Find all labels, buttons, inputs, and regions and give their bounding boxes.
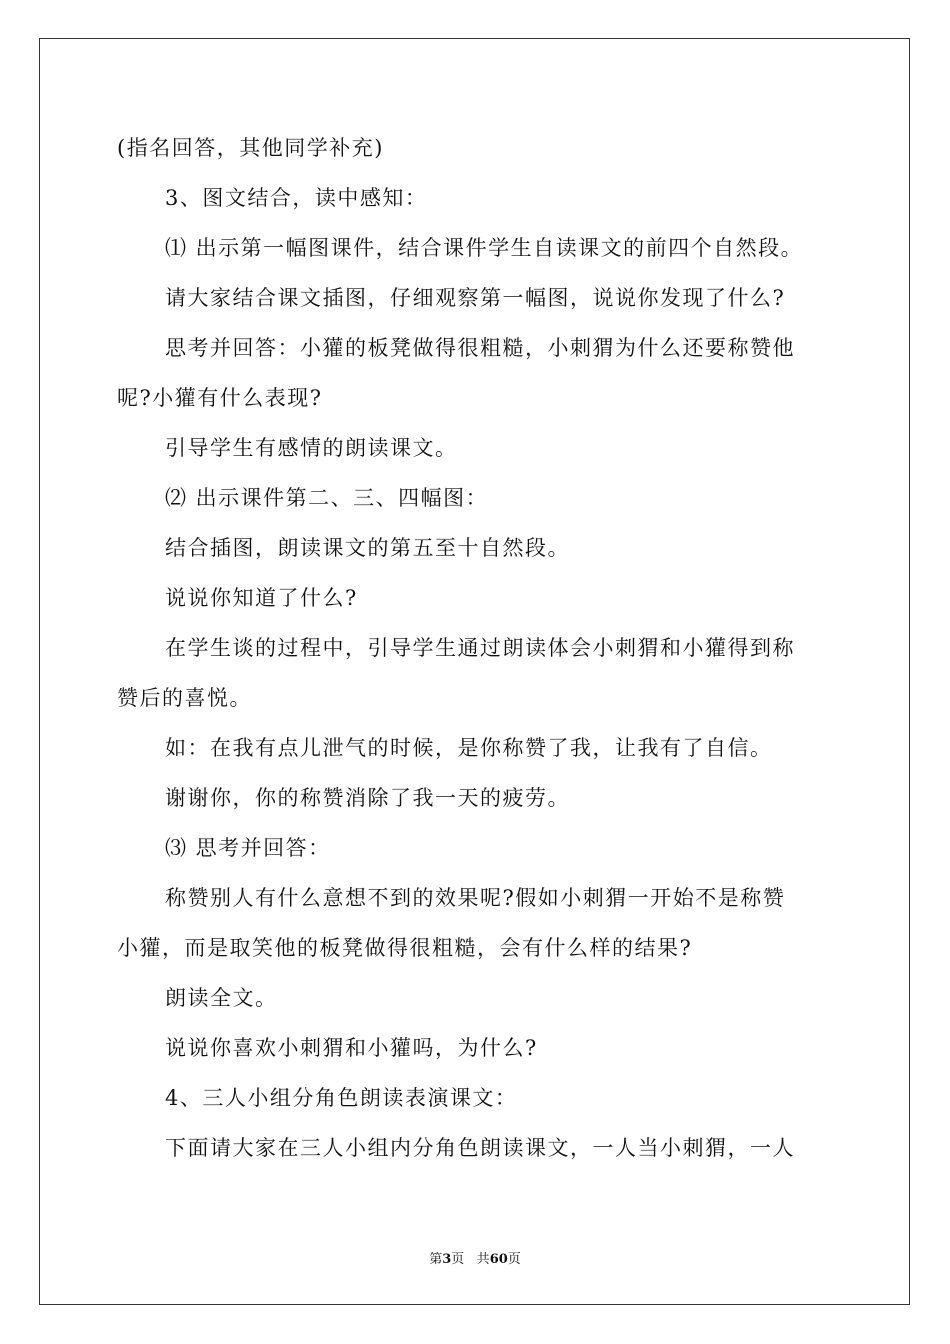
paragraph-line: 朗读全文。 <box>165 986 278 1010</box>
paragraph-line: 在学生谈的过程中，引导学生通过朗读体会小刺猬和小獾得到称 <box>165 636 795 660</box>
footer-total-pages: 60 <box>489 1252 508 1267</box>
page-footer <box>0 1248 950 1267</box>
footer-total-suffix: 页 <box>507 1252 521 1267</box>
paragraph-line: 3、图文结合，读中感知： <box>165 186 428 210</box>
paragraph-line: 如：在我有点儿泄气的时候，是你称赞了我，让我有了自信。 <box>165 736 773 760</box>
paragraph-line: 呢?小獾有什么表现? <box>117 386 323 410</box>
paragraph-line: 谢谢你，你的称赞消除了我一天的疲劳。 <box>165 786 570 810</box>
paragraph-line: 下面请大家在三人小组内分角色朗读课文，一人当小刺猬，一人 <box>165 1136 795 1160</box>
paragraph-line: 说说你喜欢小刺猬和小獾吗，为什么? <box>165 1036 538 1060</box>
paragraph-line: 称赞别人有什么意想不到的效果呢?假如小刺猬一开始不是称赞 <box>165 886 786 910</box>
paragraph-line: 结合插图，朗读课文的第五至十自然段。 <box>165 536 570 560</box>
paragraph-line: 请大家结合课文插图，仔细观察第一幅图，说说你发现了什么? <box>165 286 786 310</box>
paragraph-line: 引导学生有感情的朗读课文。 <box>165 436 458 460</box>
paragraph-line: 4、三人小组分角色朗读表演课文： <box>165 1086 518 1110</box>
paragraph-line: ⑵ 出示课件第二、三、四幅图： <box>165 486 489 510</box>
paragraph-line: ⑴ 出示第一幅图课件，结合课件学生自读课文的前四个自然段。 <box>165 236 804 260</box>
paragraph-line: 说说你知道了什么? <box>165 586 358 610</box>
paragraph-line: (指名回答，其他同学补充) <box>117 136 384 160</box>
footer-page-number: 3 <box>442 1252 452 1267</box>
document-body <box>117 128 837 1178</box>
footer-page-prefix: 第 <box>429 1252 443 1267</box>
paragraph-line: 小獾，而是取笑他的板凳做得很粗糙，会有什么样的结果? <box>117 936 693 960</box>
footer-total-prefix: 共 <box>476 1252 490 1267</box>
paragraph-line: 赞后的喜悦。 <box>117 686 252 710</box>
footer-page-suffix: 页 <box>451 1252 465 1267</box>
paragraph-line: ⑶ 思考并回答： <box>165 836 331 860</box>
paragraph-line: 思考并回答：小獾的板凳做得很粗糙，小刺猬为什么还要称赞他 <box>165 336 795 360</box>
